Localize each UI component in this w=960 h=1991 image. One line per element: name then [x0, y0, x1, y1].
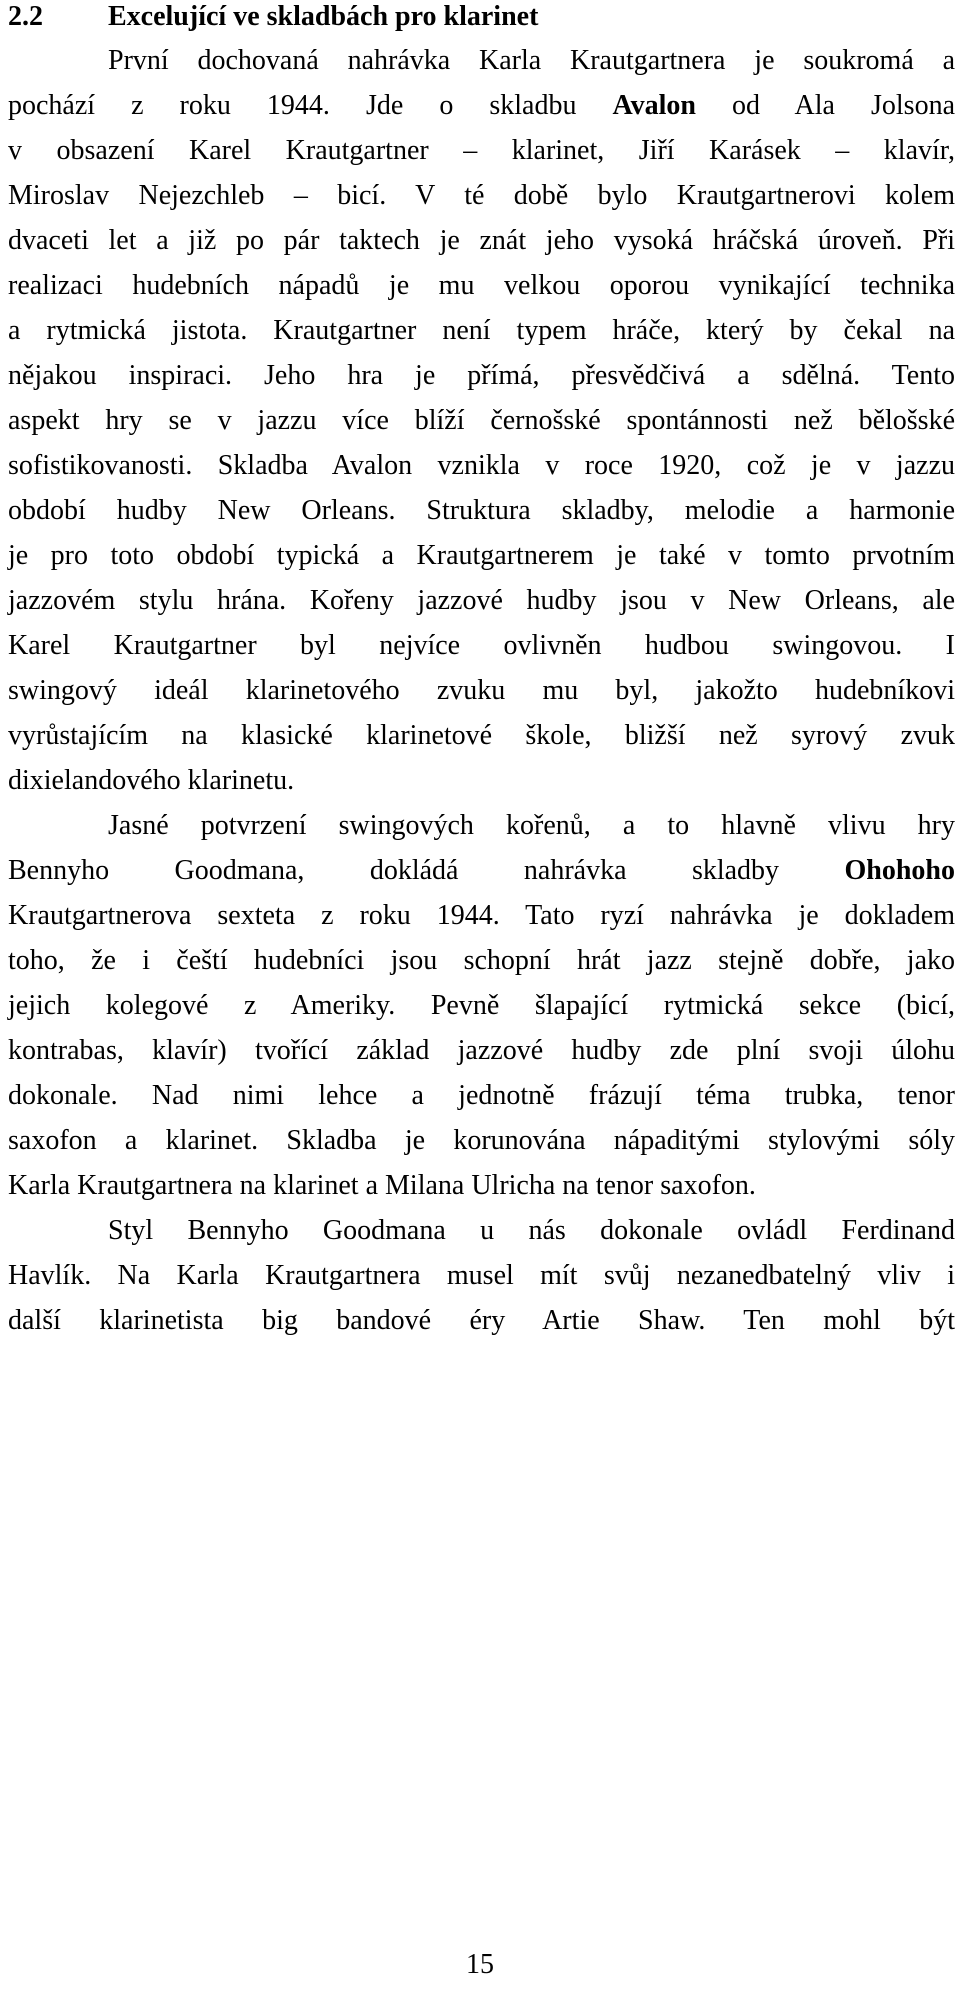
- section-heading: [8, 0, 538, 34]
- text-line: dixielandového klarinetu.: [8, 765, 295, 796]
- text-line: Krautgartnerova sexteta z roku 1944. Tato ryzí nahrávka je dokladem: [8, 900, 955, 931]
- text-line: a rytmická jistota. Krautgartner není typem hráče, který by čekal na: [8, 315, 955, 346]
- text-line: dokonale. Nad nimi lehce a jednotně frázují téma trubka, tenor: [8, 1080, 955, 1111]
- section-number: 2.2: [8, 1, 43, 32]
- song-title-ohohoho: Ohohoho: [844, 855, 955, 886]
- text-line: v obsazení Karel Krautgartner – klarinet, Jiří Karásek – klavír,: [8, 135, 955, 166]
- text-line: Havlík. Na Karla Krautgartnera musel mít svůj nezanedbatelný vliv i: [8, 1260, 955, 1291]
- text-line: [8, 854, 955, 888]
- song-title-avalon: Avalon: [612, 90, 696, 121]
- text-fragment: Bennyho Goodmana, dokládá nahrávka skladby: [8, 855, 845, 886]
- text-line: další klarinetista big bandové éry Artie Shaw. Ten mohl být: [8, 1305, 955, 1336]
- text-line: kontrabas, klavír) tvořící základ jazzové hudby zde plní svoji úlohu: [8, 1035, 955, 1066]
- text-line: jazzovém stylu hrána. Kořeny jazzové hudby jsou v New Orleans, ale: [8, 585, 955, 616]
- text-line: Miroslav Nejezchleb – bicí. V té době bylo Krautgartnerovi kolem: [8, 180, 955, 211]
- text-line: Jasné potvrzení swingových kořenů, a to hlavně vlivu hry: [108, 810, 955, 841]
- text-line: [8, 89, 955, 123]
- page-number: 15: [466, 1949, 494, 1980]
- text-line: aspekt hry se v jazzu více blíží černošské spontánnosti než bělošské: [8, 405, 955, 436]
- text-fragment: pochází z roku 1944. Jde o skladbu: [8, 90, 613, 121]
- text-line: Karel Krautgartner byl nejvíce ovlivněn hudbou swingovou. I: [8, 630, 955, 661]
- section-title: Excelující ve skladbách pro klarinet: [108, 1, 539, 32]
- text-line: vyrůstajícím na klasické klarinetové škole, bližší než syrový zvuk: [8, 720, 955, 751]
- text-line: realizaci hudebních nápadů je mu velkou oporou vynikající technika: [8, 270, 955, 301]
- text-line: Karla Krautgartnera na klarinet a Milana Ulricha na tenor saxofon.: [8, 1170, 756, 1201]
- text-line: nějakou inspiraci. Jeho hra je přímá, přesvědčivá a sdělná. Tento: [8, 360, 955, 391]
- text-line: saxofon a klarinet. Skladba je korunována nápaditými stylovými sóly: [8, 1125, 955, 1156]
- text-line: Styl Bennyho Goodmana u nás dokonale ovládl Ferdinand: [108, 1215, 955, 1246]
- text-line: dvaceti let a již po pár taktech je znát jeho vysoká hráčská úroveň. Při: [8, 225, 955, 256]
- text-line: swingový ideál klarinetového zvuku mu byl, jakožto hudebníkovi: [8, 675, 955, 706]
- text-line: jejich kolegové z Ameriky. Pevně šlapající rytmická sekce (bicí,: [8, 990, 955, 1021]
- text-line: sofistikovanosti. Skladba Avalon vznikla v roce 1920, což je v jazzu: [8, 450, 955, 481]
- text-fragment: od Ala Jolsona: [696, 90, 955, 121]
- text-line: toho, že i čeští hudebníci jsou schopní hrát jazz stejně dobře, jako: [8, 945, 955, 976]
- text-line: období hudby New Orleans. Struktura skladby, melodie a harmonie: [8, 495, 955, 526]
- text-line: je pro toto období typická a Krautgartnerem je také v tomto prvotním: [8, 540, 955, 571]
- text-line: První dochovaná nahrávka Karla Krautgartnera je soukromá a: [108, 45, 955, 76]
